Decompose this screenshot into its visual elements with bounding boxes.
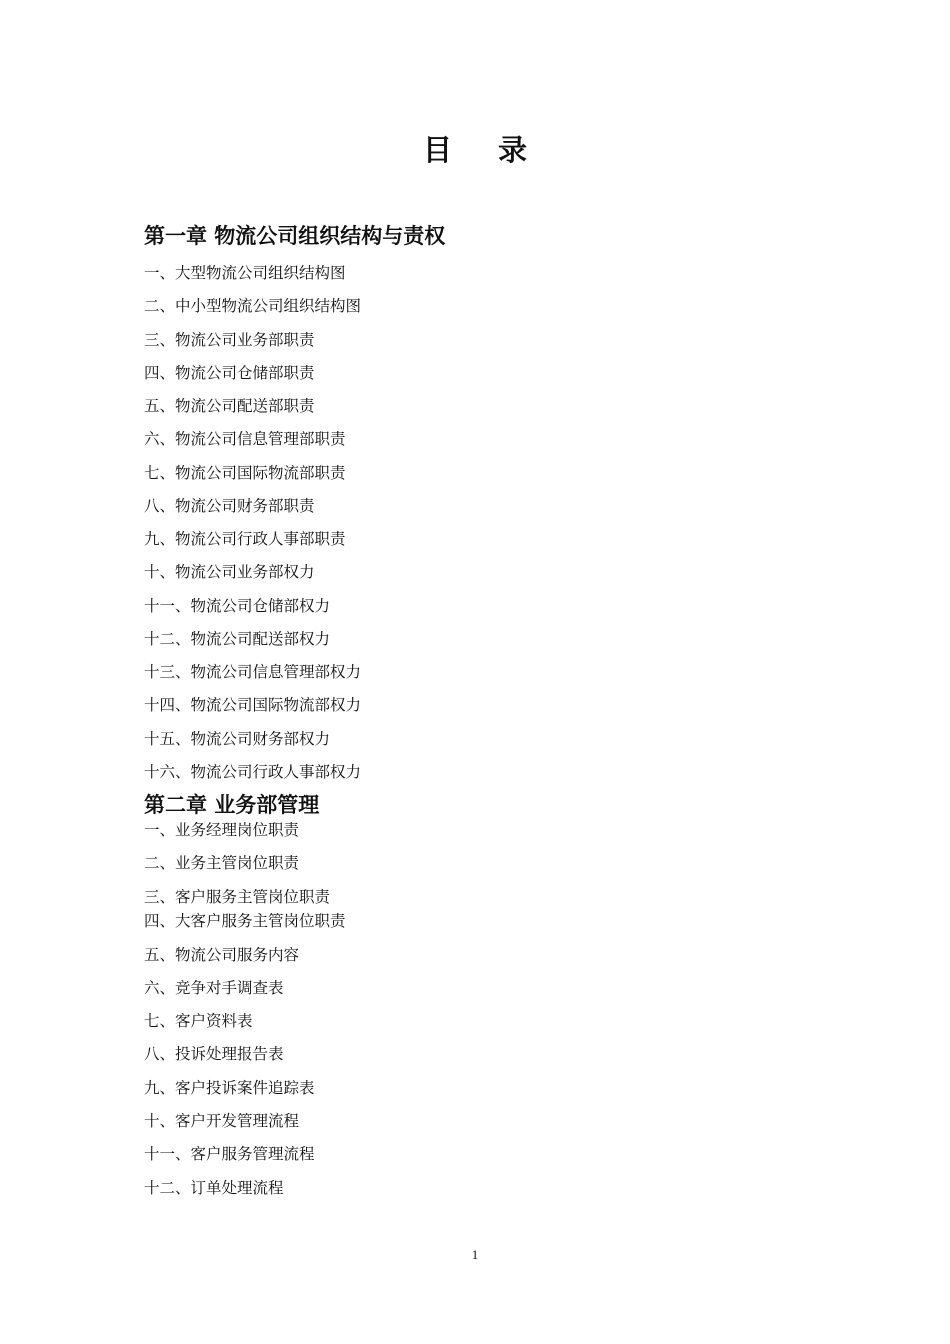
toc-item: 一、业务经理岗位职责 — [144, 821, 300, 839]
toc-item: 六、竞争对手调查表 — [144, 979, 284, 997]
chapter-heading: 第一章 物流公司组织结构与责权 — [144, 224, 446, 248]
toc-item: 九、物流公司行政人事部职责 — [144, 530, 346, 548]
toc-title: 目 录 — [422, 133, 546, 167]
toc-item: 八、物流公司财务部职责 — [144, 497, 315, 515]
toc-item: 七、物流公司国际物流部职责 — [144, 464, 346, 482]
toc-item: 五、物流公司配送部职责 — [144, 397, 315, 415]
toc-item: 一、大型物流公司组织结构图 — [144, 264, 346, 282]
toc-item: 三、物流公司业务部职责 — [144, 331, 315, 349]
toc-item: 六、物流公司信息管理部职责 — [144, 430, 346, 448]
toc-item: 十二、订单处理流程 — [144, 1179, 284, 1197]
toc-item: 十三、物流公司信息管理部权力 — [144, 663, 362, 681]
toc-item: 四、大客户服务主管岗位职责 — [144, 912, 346, 930]
toc-item: 十、物流公司业务部权力 — [144, 563, 315, 581]
toc-item: 二、业务主管岗位职责 — [144, 854, 300, 872]
toc-item: 五、物流公司服务内容 — [144, 946, 300, 964]
toc-item: 十五、物流公司财务部权力 — [144, 730, 331, 748]
page-number: 1 — [471, 1247, 479, 1262]
toc-item: 十二、物流公司配送部权力 — [144, 630, 331, 648]
chapter-heading: 第二章 业务部管理 — [144, 793, 320, 817]
toc-item: 三、客户服务主管岗位职责 — [144, 888, 331, 906]
toc-item: 四、物流公司仓储部职责 — [144, 364, 315, 382]
toc-item: 七、客户资料表 — [144, 1012, 253, 1030]
toc-item: 十、客户开发管理流程 — [144, 1112, 300, 1130]
toc-item: 八、投诉处理报告表 — [144, 1045, 284, 1063]
toc-item: 十六、物流公司行政人事部权力 — [144, 763, 362, 781]
toc-item: 二、中小型物流公司组织结构图 — [144, 297, 362, 315]
toc-item: 十四、物流公司国际物流部权力 — [144, 696, 362, 714]
toc-item: 十一、物流公司仓储部权力 — [144, 597, 331, 615]
toc-item: 九、客户投诉案件追踪表 — [144, 1079, 315, 1097]
toc-item: 十一、客户服务管理流程 — [144, 1145, 315, 1163]
